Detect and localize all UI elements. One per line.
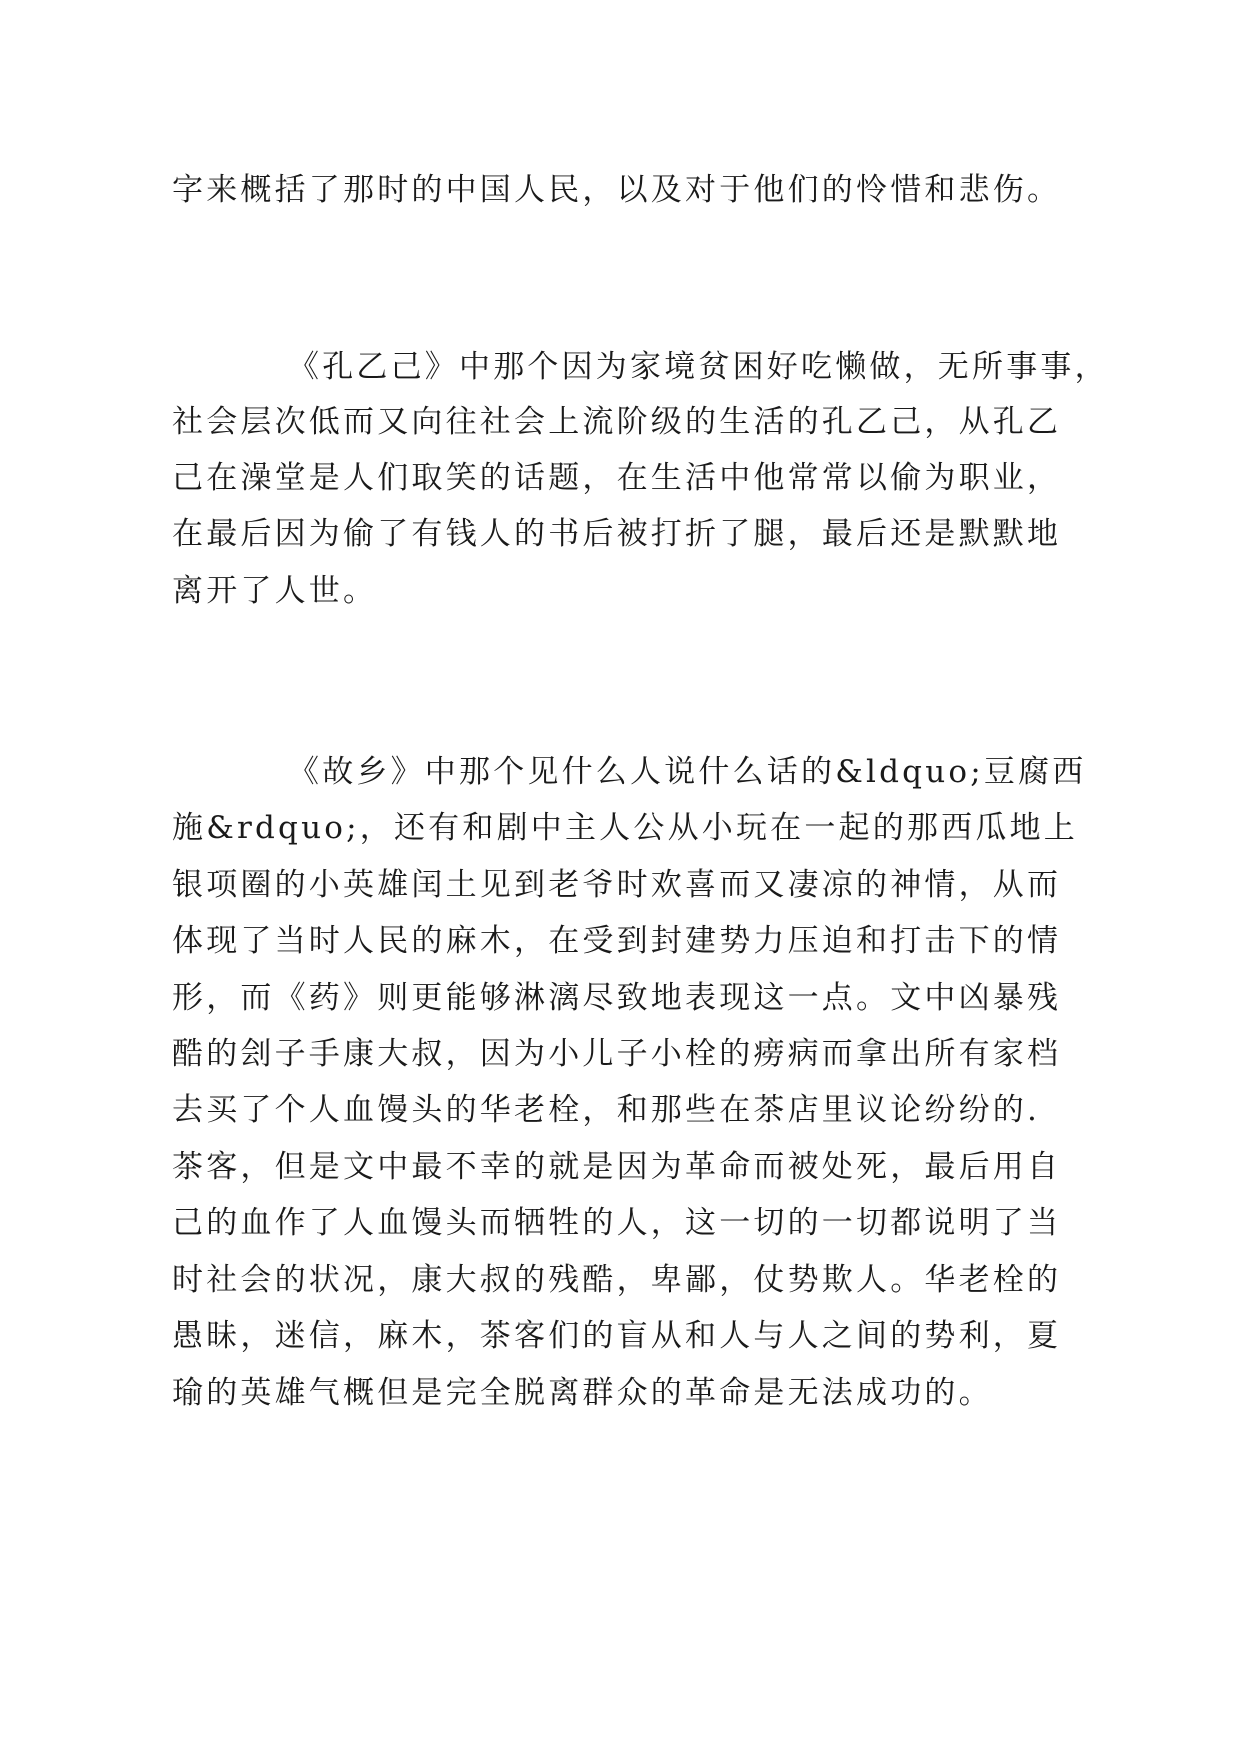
- text-line: 银项圈的小英雄闰土见到老爷时欢喜而又凄凉的神情，从而: [172, 867, 1062, 903]
- text-line: 时社会的状况，康大叔的残酷，卑鄙，仗势欺人。华老栓的: [172, 1262, 1062, 1298]
- text-line: 在最后因为偷了有钱人的书后被打折了腿，最后还是默默地: [172, 516, 1062, 552]
- text-line: 己在澡堂是人们取笑的话题，在生活中他常常以偷为职业，: [172, 460, 1062, 496]
- text-line: 瑜的英雄气概但是完全脱离群众的革命是无法成功的。: [172, 1375, 993, 1411]
- text-line: 《孔乙己》中那个因为家境贫困好吃懒做，无所事事，: [288, 349, 1109, 385]
- text-line: 社会层次低而又向往社会上流阶级的生活的孔乙己，从孔乙: [172, 404, 1062, 440]
- text-line: 愚昧，迷信，麻木，茶客们的盲从和人与人之间的势利，夏: [172, 1318, 1062, 1354]
- text-line: 己的血作了人血馒头而牺牲的人，这一切的一切都说明了当: [172, 1205, 1062, 1241]
- text-line: 形，而《药》则更能够淋漓尽致地表现这一点。文中凶暴残: [172, 980, 1062, 1016]
- text-line: 离开了人世。: [172, 573, 378, 609]
- text-line: 施&rdquo;，还有和剧中主人公从小玩在一起的那西瓜地上: [172, 810, 1078, 846]
- text-line: 体现了当时人民的麻木，在受到封建势力压迫和打击下的情: [172, 923, 1062, 959]
- text-line: 去买了个人血馒头的华老栓，和那些在茶店里议论纷纷的.: [172, 1092, 1041, 1128]
- text-line: 字来概括了那时的中国人民，以及对于他们的怜惜和悲伤。: [172, 172, 1062, 208]
- text-line: 《故乡》中那个见什么人说什么话的&ldquo;豆腐西: [288, 754, 1087, 790]
- text-line: 酷的刽子手康大叔，因为小儿子小栓的痨病而拿出所有家档: [172, 1036, 1062, 1072]
- text-line: 茶客，但是文中最不幸的就是因为革命而被处死，最后用自: [172, 1149, 1062, 1185]
